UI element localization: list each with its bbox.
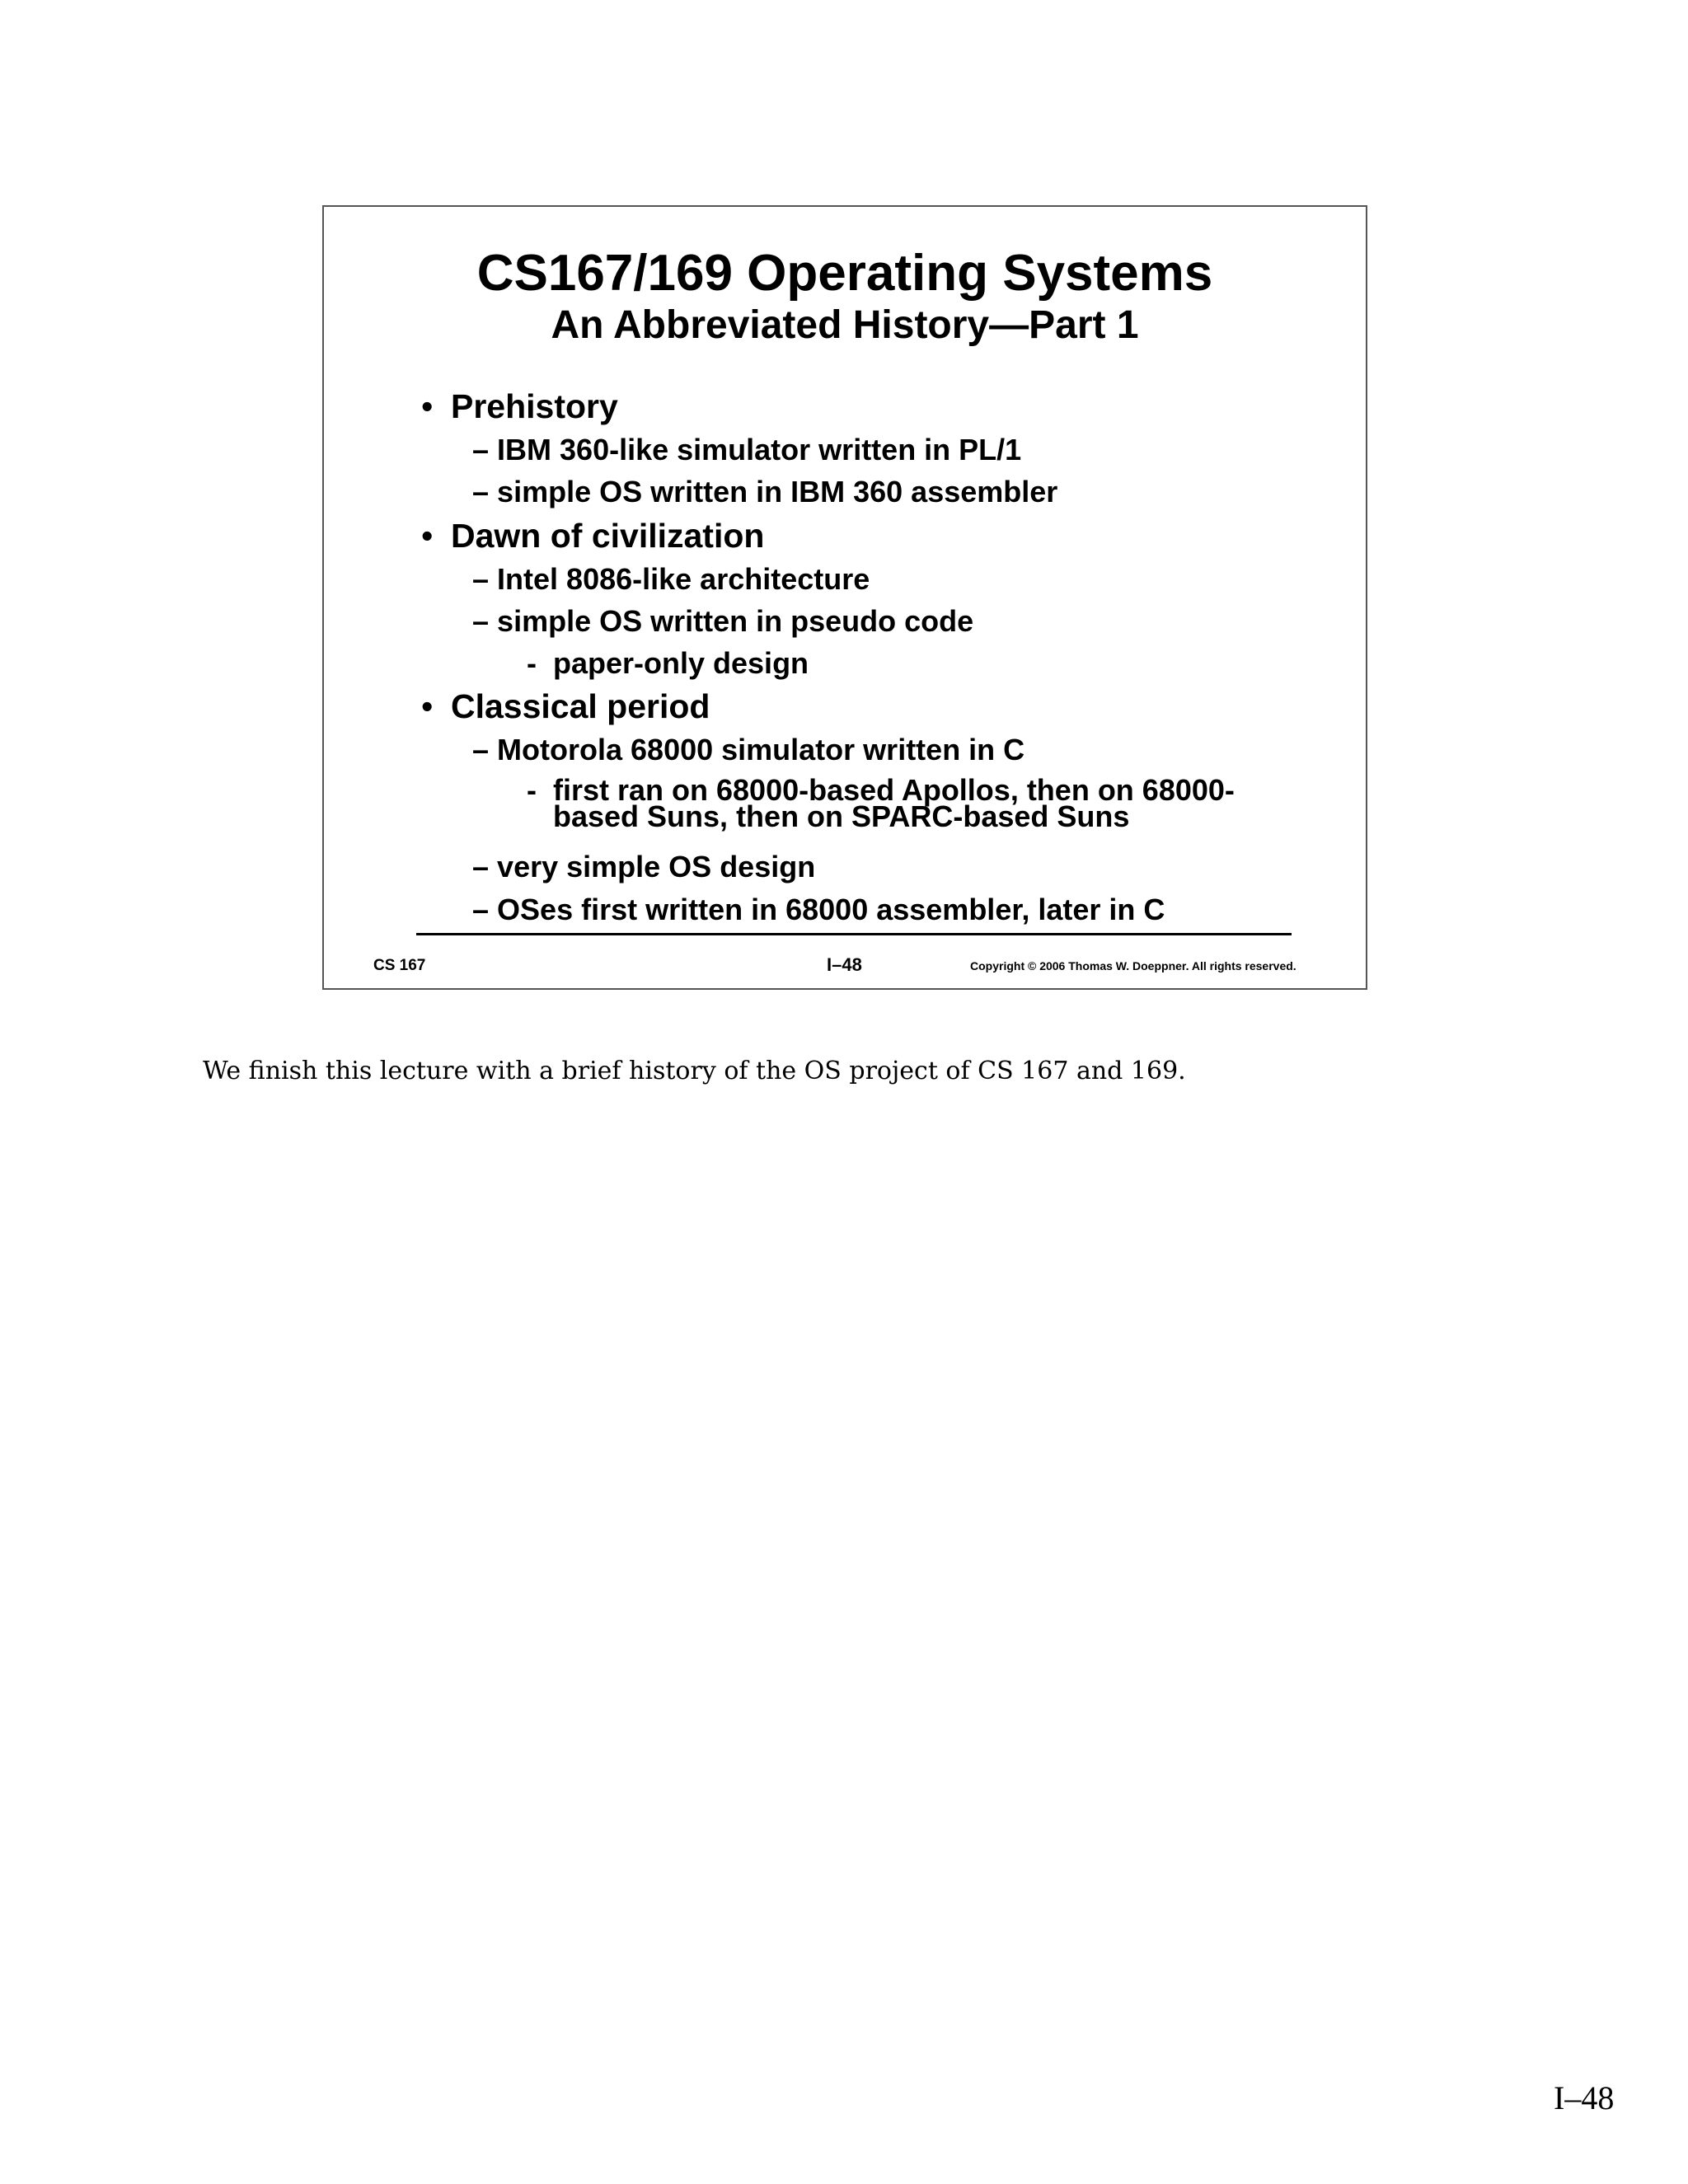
sub-bullet-item [472, 850, 815, 884]
sub-bullet-item [472, 604, 973, 639]
slide-footer-page: I–48 [827, 954, 862, 975]
bullet-marker: • [421, 517, 434, 555]
sub-sub-bullet-label: paper-only design [553, 646, 809, 680]
slide [322, 205, 1367, 990]
sub-bullet-item [472, 433, 1021, 467]
sub-bullet-item [472, 893, 1165, 927]
sub-bullet-marker: – [472, 475, 490, 509]
bullet-marker: • [421, 387, 434, 425]
sub-bullet-label: simple OS written in pseudo code [497, 604, 974, 638]
bullet-item [421, 516, 764, 555]
sub-bullet-marker: – [472, 733, 490, 766]
sub-bullet-label: OSes first written in 68000 assembler, later in C [497, 893, 1165, 926]
slide-footer-copyright: Copyright © 2006 Thomas W. Doeppner. All rights reserved. [970, 959, 1296, 972]
sub-sub-bullet-label: first ran on 68000-based Apollos, then on 68000-based Suns, then on SPARC-based Suns [553, 773, 1235, 833]
slide-title: CS167/169 Operating Systems [476, 245, 1213, 302]
sub-bullet-label: Intel 8086-like architecture [497, 562, 870, 596]
bullet-marker: • [421, 687, 434, 725]
sub-sub-bullet-marker: - [527, 646, 537, 680]
slide-footer-course: CS 167 [373, 957, 426, 974]
sub-bullet-item [472, 562, 870, 597]
bullet-label: Classical period [451, 687, 710, 725]
bullet-item [421, 687, 710, 726]
sub-bullet-label: Motorola 68000 simulator written in C [497, 733, 1025, 766]
sub-bullet-marker: – [472, 562, 490, 596]
sub-bullet-marker: – [472, 850, 490, 883]
slide-footer-rule [416, 933, 1292, 935]
sub-bullet-marker: – [472, 604, 490, 638]
bullet-item [421, 387, 618, 426]
bullet-label: Prehistory [451, 387, 618, 425]
slide-subtitle: An Abbreviated History—Part 1 [551, 303, 1139, 347]
sub-bullet-label: simple OS written in IBM 360 assembler [497, 475, 1058, 509]
sub-bullet-marker: – [472, 893, 490, 926]
sub-bullet-label: IBM 360-like simulator written in PL/1 [497, 433, 1022, 466]
sub-sub-bullet-marker: - [527, 773, 537, 807]
sub-bullet-label: very simple OS design [497, 850, 816, 883]
sub-sub-bullet-item [527, 773, 1278, 833]
bullet-label: Dawn of civilization [451, 517, 765, 555]
sub-bullet-item [472, 475, 1057, 509]
lecture-note: We finish this lecture with a brief history of the OS project of CS 167 and 169. [203, 1057, 1186, 1085]
sub-sub-bullet-item [527, 646, 809, 680]
slide-outline [324, 207, 1366, 988]
page-number: I–48 [1554, 2079, 1615, 2116]
sub-bullet-item [472, 733, 1025, 767]
sub-bullet-marker: – [472, 433, 490, 466]
